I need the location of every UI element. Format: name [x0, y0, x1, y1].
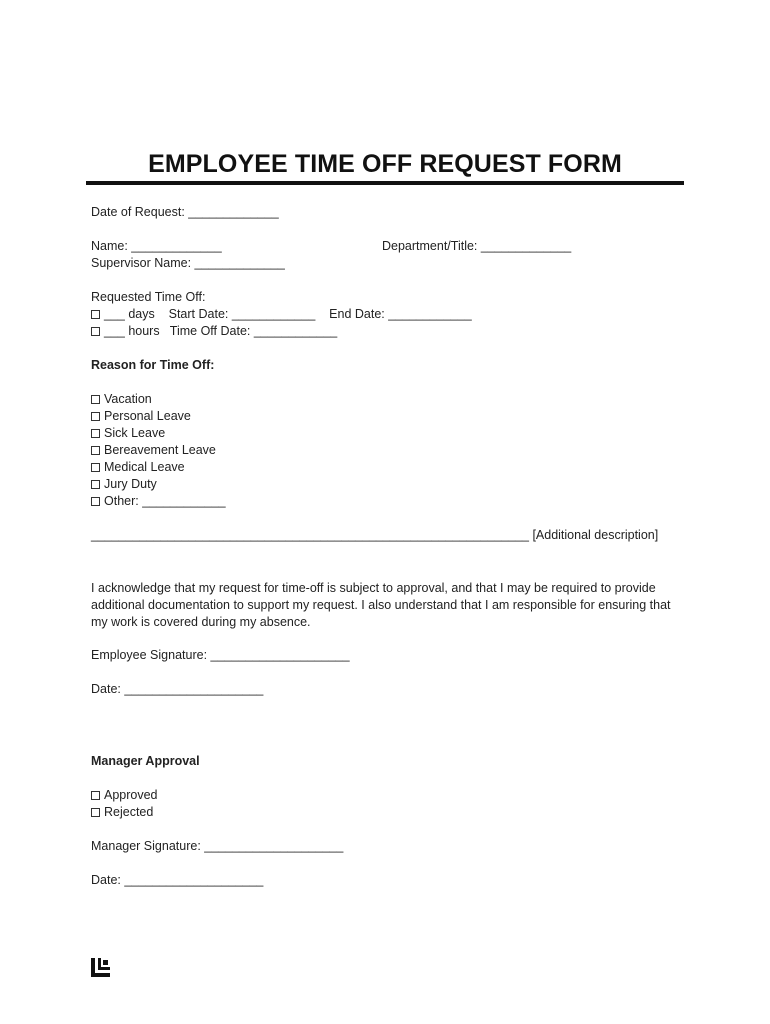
reason-label: Personal Leave [104, 409, 191, 423]
other-field[interactable]: Other: ____________ [104, 494, 226, 508]
personal-leave-checkbox[interactable] [91, 412, 100, 421]
other-checkbox[interactable] [91, 497, 100, 506]
reason-option-bereavement-leave [91, 443, 216, 458]
acknowledgment-line: I acknowledge that my request for time-off is subject to approval, and that I may be required to provide [91, 581, 656, 595]
rejected-checkbox[interactable] [91, 808, 100, 817]
acknowledgment-line: my work is covered during my absence. [91, 615, 311, 629]
approval-label: Rejected [104, 805, 154, 819]
acknowledgment-line: additional documentation to support my request. I also understand that I am responsible for ensuring that [91, 598, 671, 612]
reason-option-other [91, 494, 226, 509]
date-of-request-field[interactable]: Date of Request: _____________ [91, 205, 279, 219]
approved-checkbox[interactable] [91, 791, 100, 800]
supervisor-name-field[interactable]: Supervisor Name: _____________ [91, 256, 285, 270]
approval-label: Approved [104, 788, 158, 802]
reason-label: Vacation [104, 392, 152, 406]
department-title-field[interactable]: Department/Title: _____________ [382, 239, 572, 253]
reason-option-jury-duty [91, 477, 157, 492]
approval-option-approved [91, 788, 158, 803]
hours-row-text[interactable]: ___ hours Time Off Date: ____________ [104, 324, 338, 338]
medical-leave-checkbox[interactable] [91, 463, 100, 472]
reason-option-vacation [91, 392, 152, 407]
requested-time-off-label: Requested Time Off: [91, 290, 206, 304]
manager-approval-heading: Manager Approval [91, 754, 200, 768]
form-title: EMPLOYEE TIME OFF REQUEST FORM [148, 150, 622, 178]
reason-heading: Reason for Time Off: [91, 358, 215, 372]
days-checkbox[interactable] [91, 310, 100, 319]
brand-logo-icon [91, 958, 110, 977]
hours-row [91, 324, 337, 339]
reason-label: Jury Duty [104, 477, 157, 491]
jury-duty-checkbox[interactable] [91, 480, 100, 489]
acknowledgment-paragraph [91, 580, 691, 631]
hours-checkbox[interactable] [91, 327, 100, 336]
sick-leave-checkbox[interactable] [91, 429, 100, 438]
bereavement-leave-checkbox[interactable] [91, 446, 100, 455]
reason-label: Medical Leave [104, 460, 185, 474]
vacation-checkbox[interactable] [91, 395, 100, 404]
reason-label: Sick Leave [104, 426, 166, 440]
approval-option-rejected [91, 805, 153, 820]
title-divider [86, 181, 684, 185]
name-field[interactable]: Name: _____________ [91, 239, 222, 253]
employee-date-field[interactable]: Date: ____________________ [91, 682, 264, 696]
reason-label: Bereavement Leave [104, 443, 216, 457]
manager-signature-field[interactable]: Manager Signature: ____________________ [91, 839, 344, 853]
reason-option-medical-leave [91, 460, 185, 475]
manager-date-field[interactable]: Date: ____________________ [91, 873, 264, 887]
employee-signature-field[interactable]: Employee Signature: ____________________ [91, 648, 350, 662]
reason-option-personal-leave [91, 409, 191, 424]
additional-description-field[interactable]: _______________________________________________________________ [Additional description] [91, 528, 659, 542]
days-row [91, 307, 472, 322]
reason-option-sick-leave [91, 426, 165, 441]
days-row-text[interactable]: ___ days Start Date: ____________ End Date: ____________ [104, 307, 472, 321]
